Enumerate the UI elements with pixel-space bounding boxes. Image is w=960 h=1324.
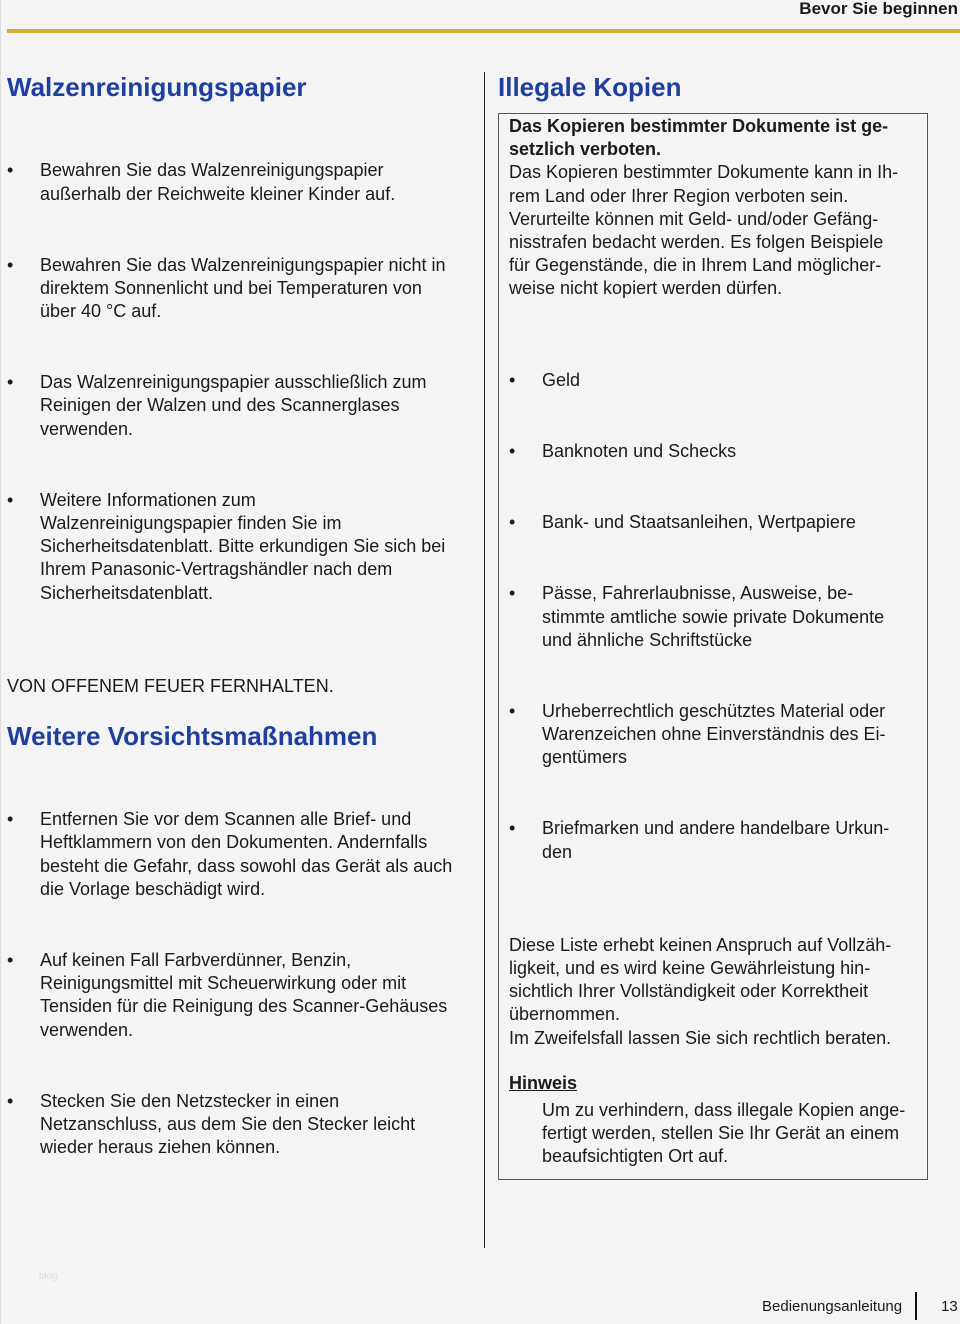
section-header: Bevor Sie beginnen — [799, 0, 958, 18]
list-item: • Briefmarken und andere handelbare Urkun- den — [509, 817, 923, 863]
box-title: Das Kopieren bestimmter Dokumente ist ge- setzlich verboten. — [509, 116, 889, 160]
list-item: • Banknoten und Schecks — [509, 440, 923, 463]
list-item: • Das Walzenreinigungspapier ausschließlich zum Reinigen der Walzen und des Scannerglases verwenden. — [7, 371, 477, 441]
list-item: • Geld — [509, 369, 923, 392]
prohibited-items-list — [509, 323, 923, 912]
list-item: • Bewahren Sie das Walzenreinigungspapier außerhalb der Reichweite kleiner Kinder auf. — [7, 159, 477, 205]
list-item: • Weitere Informationen zum Walzenreinigungspapier finden Sie im Sicherheitsdatenblatt. Bitte erkundigen Sie sich bei Ihrem Panasonic-Vertragshändler nach dem Sicherheitsdatenblatt. — [7, 489, 477, 605]
list-item: • Pässe, Fahrerlaubnisse, Ausweise, be- stimmte amtliche sowie private Dokumente und ähnliche Schriftstücke — [509, 582, 923, 652]
note-label: Hinweis — [509, 1072, 578, 1093]
spacer — [509, 1050, 923, 1072]
spacer — [509, 912, 923, 934]
footer-divider — [915, 1292, 917, 1320]
column-divider — [484, 72, 485, 1248]
footer-manual-title: Bedienungsanleitung — [762, 1298, 903, 1315]
page-number: 13 — [941, 1298, 958, 1315]
illegal-copies-box — [498, 113, 928, 1180]
spacer — [7, 653, 477, 675]
watermark: blog — [39, 1271, 58, 1282]
right-column — [498, 71, 938, 1180]
box-intro: Das Kopieren bestimmter Dokumente kann in Ih- rem Land oder Ihrer Region verboten sein. Verurteilte können mit Geld- und/oder Gefäng- nisstrafen bedacht werden. Es folgen Beispiele für Gegenstände, die in Ihrem Land möglicher- weise nicht kopiert werden dürfen. — [509, 162, 899, 299]
fire-warning: VON OFFENEM FEUER FERNHALTEN. — [7, 675, 334, 696]
list-item: • Urheberrechtlich geschütztes Material oder Warenzeichen ohne Einverständnis des Ei- gentümers — [509, 700, 923, 770]
list-item: • Auf keinen Fall Farbverdünner, Benzin, Reinigungsmittel mit Scheuerwirkung oder mit Tensiden für die Reinigung des Scanner-Gehäuses verwenden. — [7, 949, 477, 1042]
spacer — [7, 698, 477, 720]
heading-weitere-vorsichtsmassnahmen: Weitere Vorsichtsmaßnahmen — [7, 720, 378, 751]
heading-illegale-kopien: Illegale Kopien — [498, 72, 682, 102]
list-item: • Bewahren Sie das Walzenreinigungspapier nicht in direktem Sonnenlicht und bei Temperaturen von über 40 °C auf. — [7, 254, 477, 324]
heading-walzenreinigungspapier: Walzenreinigungspapier — [7, 72, 307, 102]
list-item: • Stecken Sie den Netzstecker in einen Netzanschluss, aus dem Sie den Stecker leicht wieder heraus ziehen können. — [7, 1090, 477, 1160]
spacer — [509, 301, 923, 323]
note-text: Um zu verhindern, dass illegale Kopien ange- fertigt werden, stellen Sie Ihr Gerät an einem beaufsichtigten Ort auf. — [542, 1099, 906, 1167]
left-column — [7, 71, 477, 1207]
list-precautions — [7, 762, 477, 1207]
header-rule — [7, 29, 960, 33]
list-item: • Bank- und Staatsanleihen, Wertpapiere — [509, 511, 923, 534]
list-item: • Entfernen Sie vor dem Scannen alle Brief- und Heftklammern von den Dokumenten. Andernfalls besteht die Gefahr, dass sowohl das Gerät als auch die Vorlage beschädigt wird. — [7, 808, 477, 901]
list-cleaning-paper — [7, 113, 477, 653]
disclaimer: Diese Liste erhebt keinen Anspruch auf Vollzäh- ligkeit, und es wird keine Gewährleistung hin- sichtlich Ihrer Vollständigkeit oder Korrektheit übernommen. Im Zweifelsfall lassen Sie sich rechtlich beraten. — [509, 934, 892, 1048]
